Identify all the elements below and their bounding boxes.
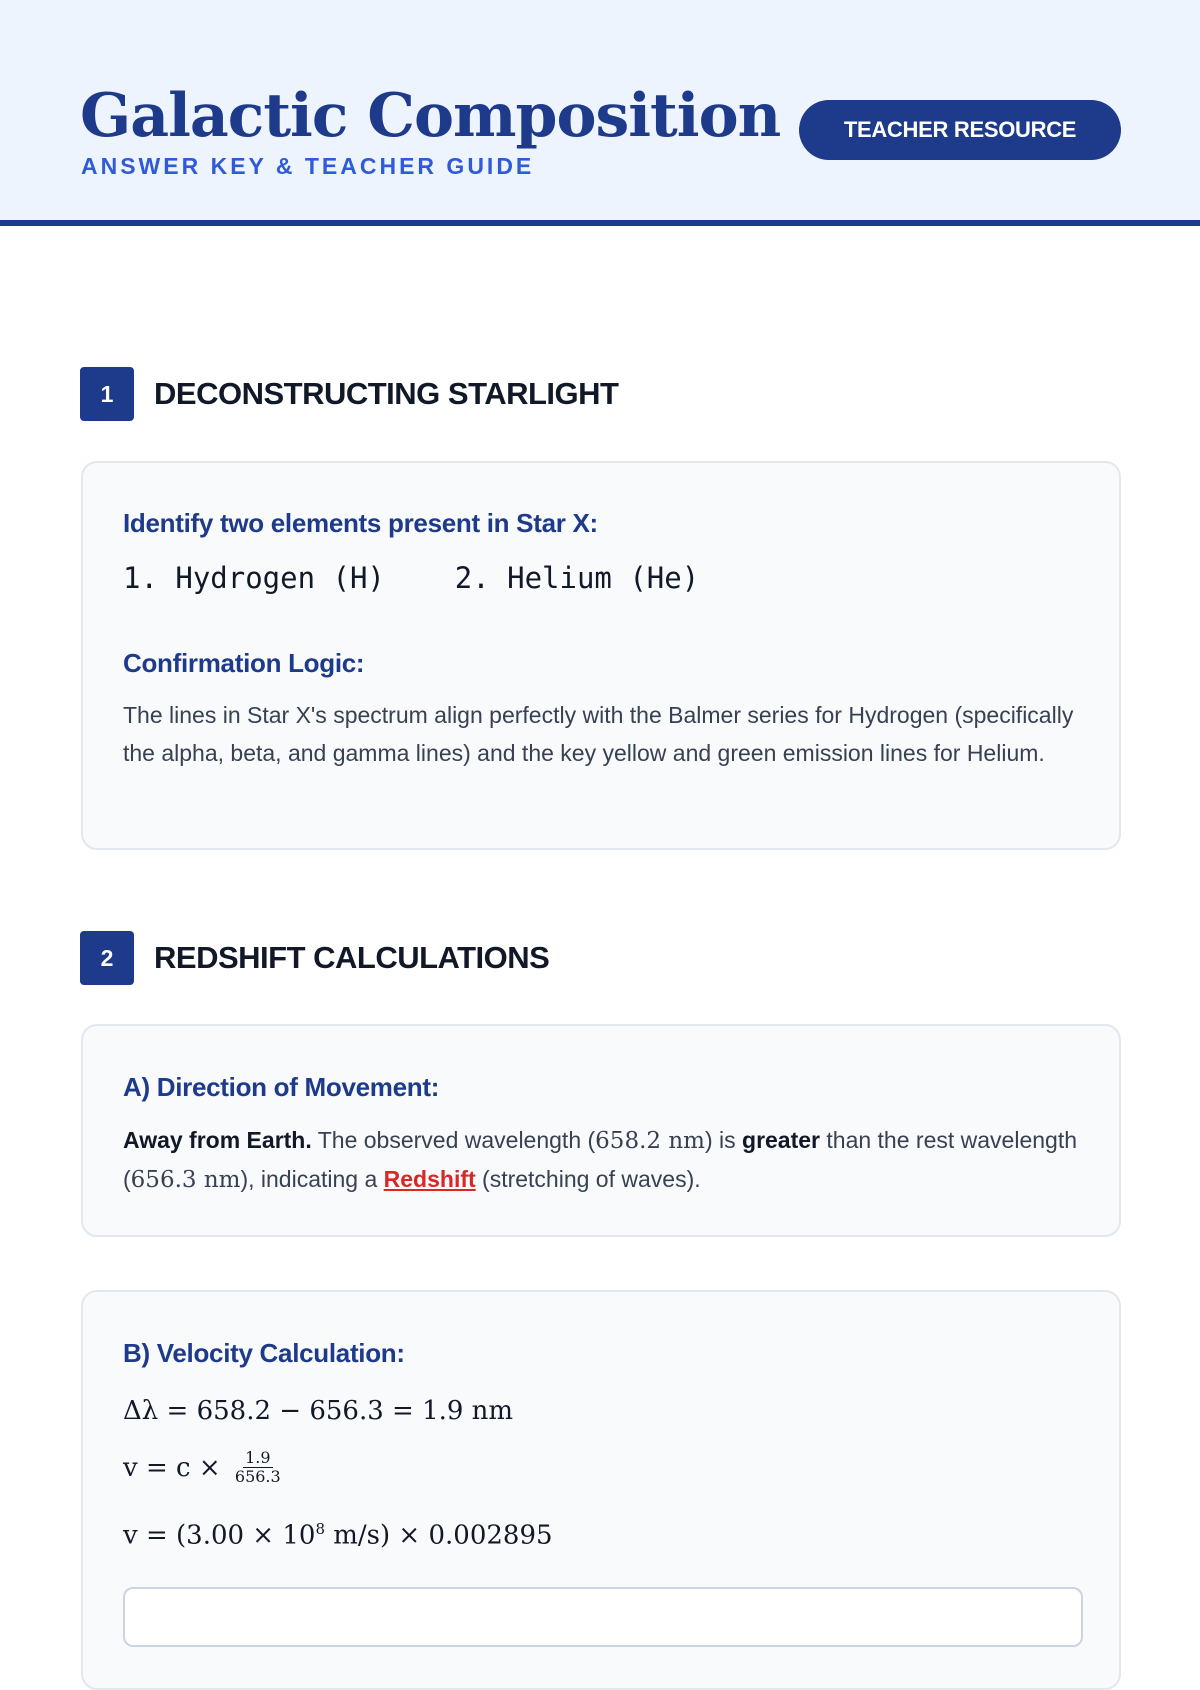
answer-helium: 2. Helium (He): [454, 561, 700, 595]
question-label: Identify two elements present in Star X:: [123, 508, 598, 538]
answer-card-direction: [81, 1024, 1121, 1237]
direction-lead: Away from Earth.: [123, 1127, 312, 1153]
velocity-heading: B) Velocity Calculation:: [123, 1338, 405, 1368]
logic-heading: Confirmation Logic:: [123, 648, 365, 678]
answer-hydrogen: 1. Hydrogen (H): [123, 561, 385, 595]
observed-wavelength: 658.2 nm: [595, 1128, 705, 1154]
redshift-keyword: Redshift: [383, 1166, 476, 1192]
answer-card-velocity: [81, 1290, 1121, 1690]
equation-velocity-substitution: $v = (3.00 \times 10^8$ m/s) × 0.002895: [123, 1520, 553, 1551]
teacher-resource-badge: TEACHER RESOURCE: [799, 100, 1121, 160]
equation-delta-lambda: Δλ = 658.2 − 656.3 = 1.9 nm: [123, 1396, 514, 1426]
page-subtitle: ANSWER KEY & TEACHER GUIDE: [81, 153, 535, 179]
section-number-badge: 1: [80, 367, 134, 421]
emphasis-greater: greater: [742, 1127, 820, 1153]
result-box: [123, 1587, 1083, 1647]
rest-wavelength: 656.3 nm: [130, 1167, 241, 1193]
section-number-badge: 2: [80, 931, 134, 985]
section-title: DECONSTRUCTING STARLIGHT: [154, 376, 619, 411]
answer-card-elements: [81, 461, 1121, 850]
page-title: Galactic Composition: [80, 81, 781, 151]
answer-list: [123, 561, 699, 595]
equation-velocity-formula: v = c × $\frac{1.9}{656.3}$: [123, 1448, 281, 1486]
direction-text: Away from Earth. The observed wavelength (658.2 nm) is greater than the rest wavelength (656.3 nm), indicating a Redshift (stretching of waves).: [123, 1127, 1077, 1193]
logic-text: The lines in Star X's spectrum align perfectly with the Balmer series for Hydrogen (specifically the alpha, beta, and gamma lines) and the key yellow and green emission lines for Helium.: [123, 702, 1074, 766]
fraction: $\frac{1.9}{656.3}$: [234, 1448, 281, 1486]
section-2-heading: [80, 931, 549, 985]
section-title: REDSHIFT CALCULATIONS: [154, 940, 550, 975]
direction-heading: A) Direction of Movement:: [123, 1072, 440, 1102]
section-1-heading: [80, 367, 618, 421]
page-header: [0, 0, 1200, 226]
